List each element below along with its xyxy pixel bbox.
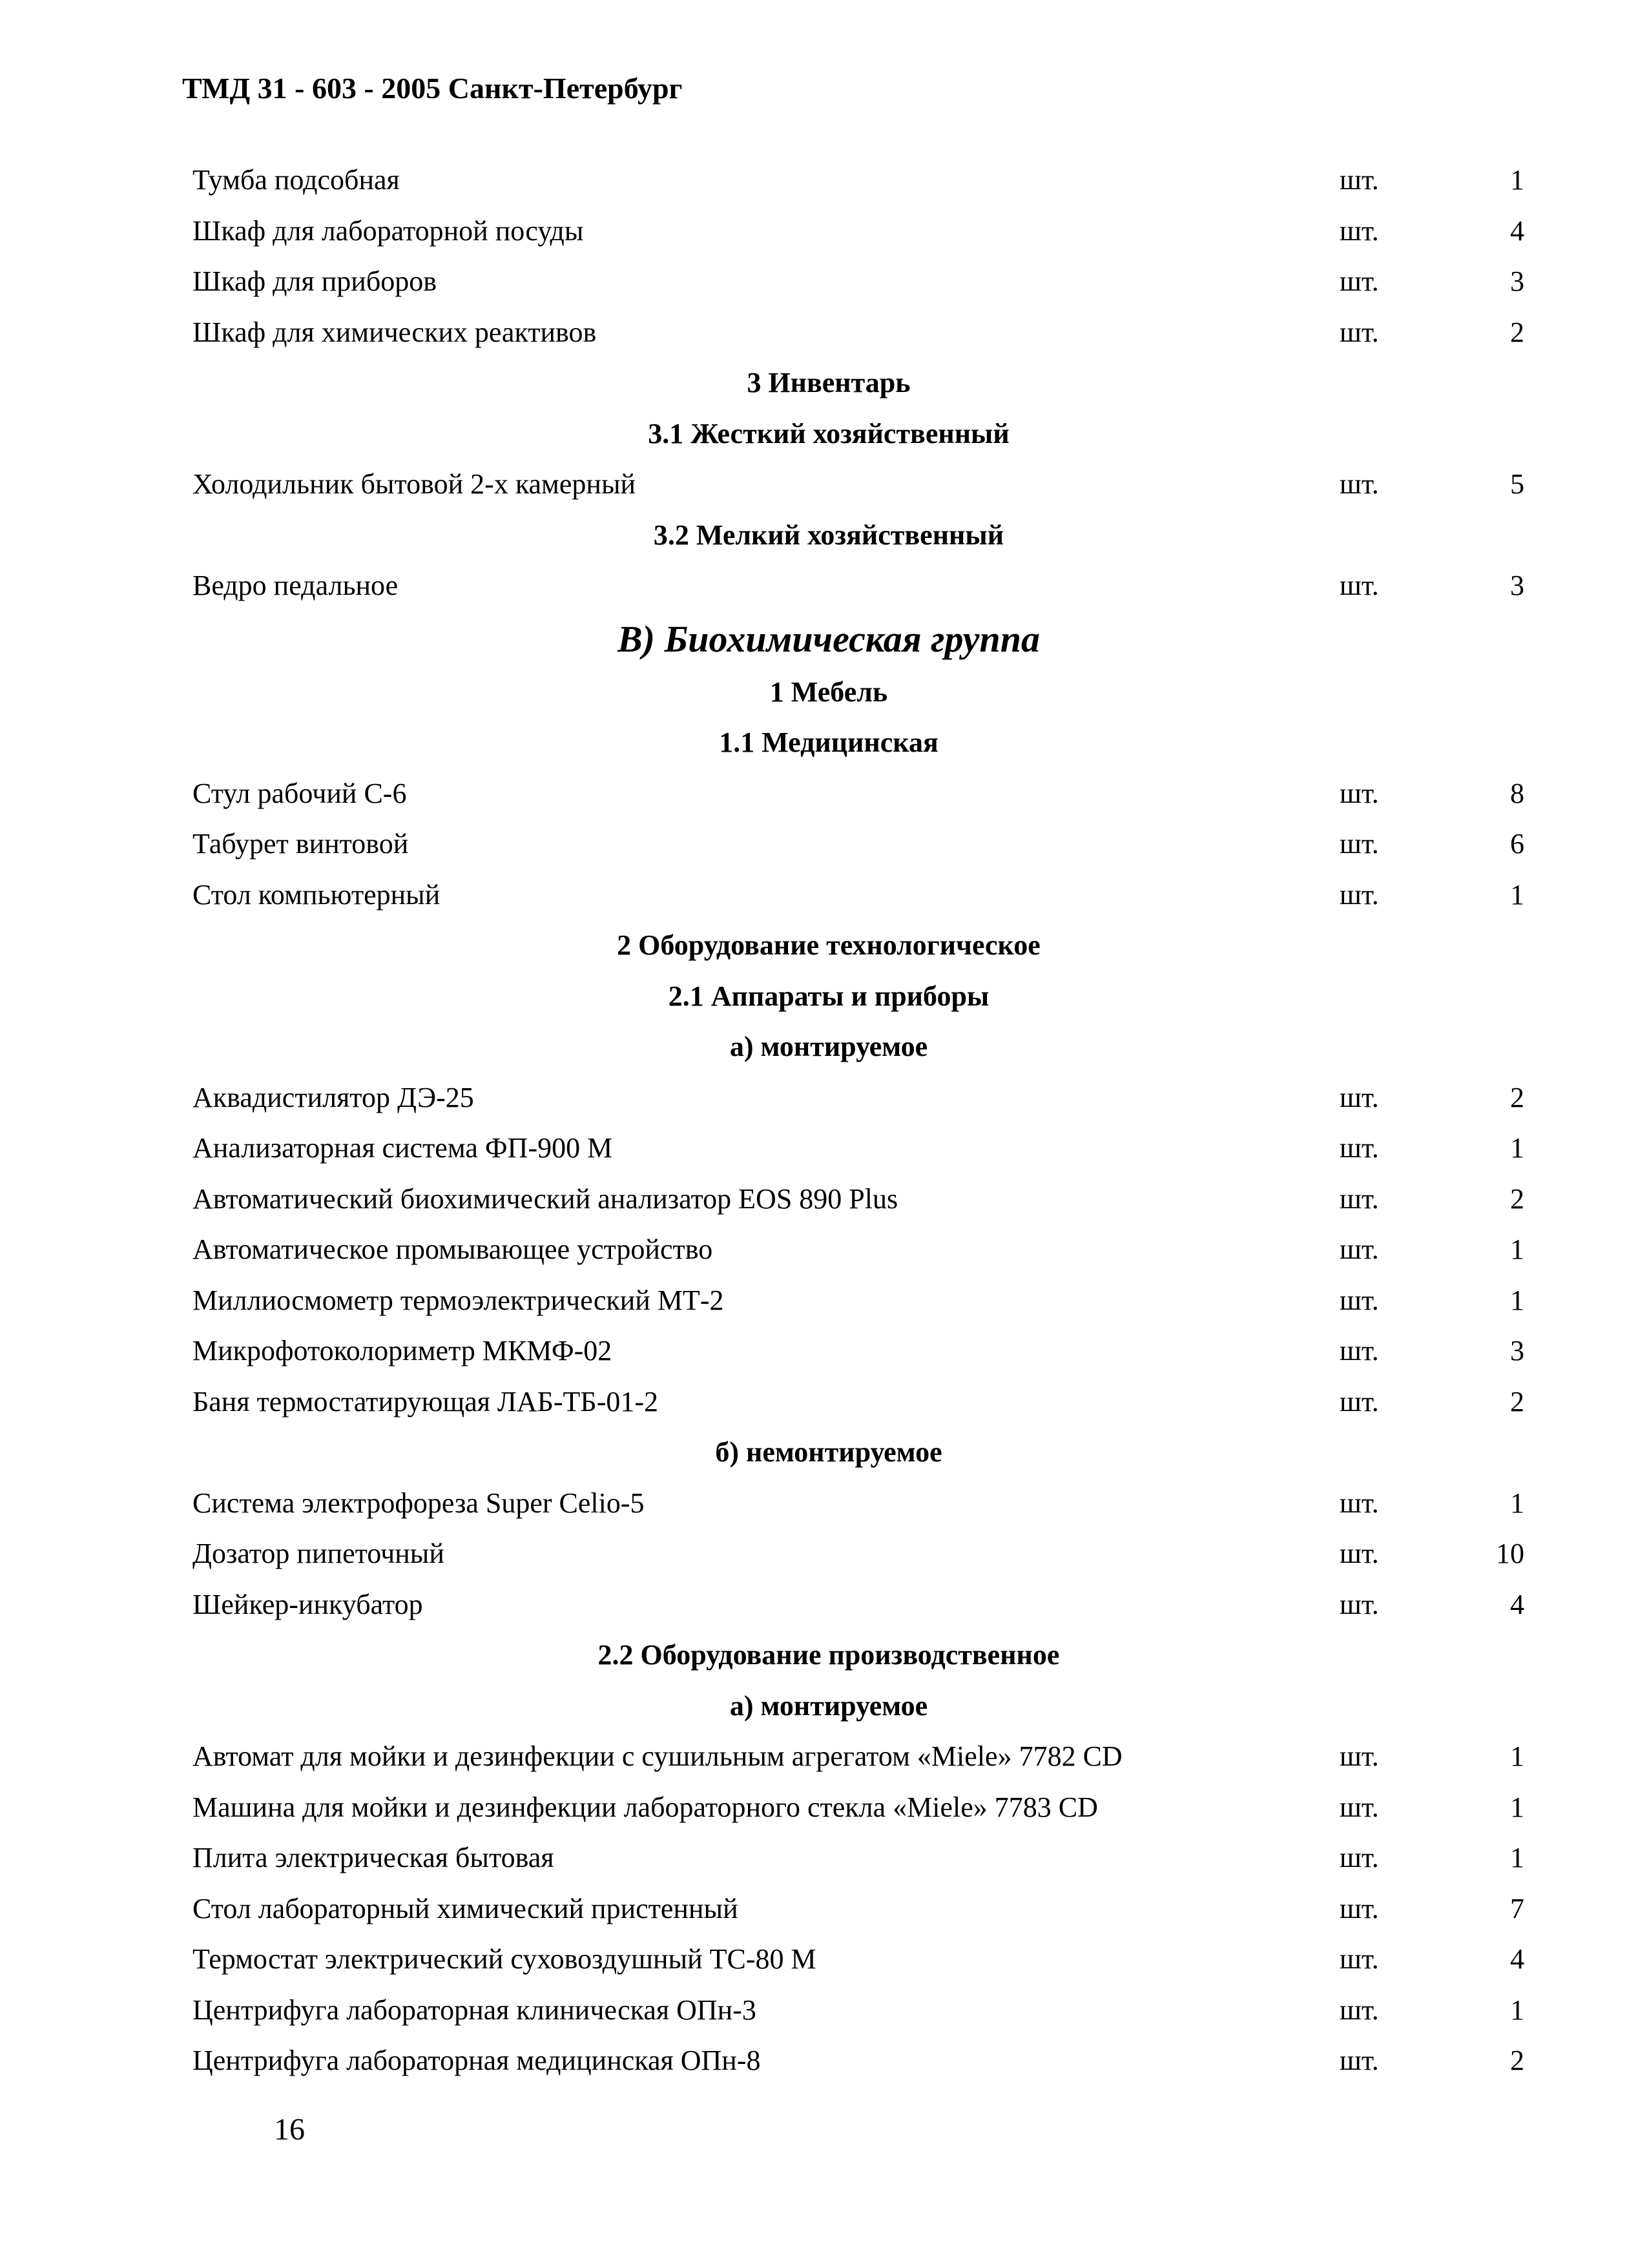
item-unit: шт. — [1340, 1335, 1379, 1366]
item-unit: шт. — [1340, 828, 1379, 860]
item-unit: шт. — [1340, 265, 1379, 297]
item-quantity: 4 — [1510, 1588, 1524, 1620]
list-item — [0, 1934, 1638, 1985]
item-unit: шт. — [1340, 1233, 1379, 1265]
item-unit: шт. — [1340, 777, 1379, 809]
list-item — [0, 561, 1638, 612]
list-item — [0, 1073, 1638, 1124]
section-heading: а) монтируемое — [729, 1031, 928, 1062]
list-item — [0, 1326, 1638, 1377]
list-item — [0, 1529, 1638, 1580]
list-item — [0, 1833, 1638, 1884]
item-name: Аквадистилятор ДЭ-25 — [192, 1081, 474, 1113]
item-name: Стол лабораторный химический пристенный — [192, 1892, 738, 1924]
item-quantity: 1 — [1510, 164, 1524, 196]
item-unit: шт. — [1340, 1182, 1379, 1215]
item-name: Термостат электрический суховоздушный ТС-80 М — [192, 1943, 816, 1975]
item-quantity: 2 — [1510, 316, 1524, 348]
item-name: Табурет винтовой — [192, 828, 409, 860]
item-unit: шт. — [1340, 468, 1379, 500]
list-item — [0, 1782, 1638, 1833]
item-unit: шт. — [1340, 1385, 1379, 1418]
item-quantity: 1 — [1510, 1994, 1524, 2026]
section-heading: 2.2 Оборудование производственное — [597, 1639, 1060, 1671]
item-quantity: 4 — [1510, 1943, 1524, 1975]
group-title: В) Биохимическая группа — [617, 617, 1041, 660]
item-unit: шт. — [1340, 570, 1379, 601]
item-name: Шейкер-инкубатор — [192, 1588, 423, 1620]
section-heading: б) немонтируемое — [715, 1436, 942, 1468]
item-unit: шт. — [1340, 1994, 1379, 2026]
item-quantity: 1 — [1510, 878, 1524, 911]
section-heading: 2 Оборудование технологическое — [617, 929, 1041, 961]
item-name: Микрофотоколориметр МКМФ-02 — [192, 1335, 612, 1366]
item-unit: шт. — [1340, 1740, 1379, 1772]
list-item — [0, 459, 1638, 510]
item-quantity: 1 — [1510, 1487, 1524, 1519]
item-name: Тумба подсобная — [192, 164, 400, 196]
item-quantity: 2 — [1510, 1081, 1524, 1113]
list-item — [0, 870, 1638, 921]
item-quantity: 10 — [1496, 1538, 1524, 1569]
item-name: Автоматический биохимический анализатор EOS 890 Plus — [192, 1182, 898, 1215]
item-name: Система электрофореза Super Celio-5 — [192, 1487, 645, 1519]
item-name: Анализаторная система ФП-900 М — [192, 1132, 613, 1164]
list-item — [0, 307, 1638, 358]
item-name: Стул рабочий С-6 — [192, 777, 407, 809]
item-name: Машина для мойки и дезинфекции лабораторного стекла «Miele» 7783 CD — [192, 1791, 1098, 1823]
item-quantity: 8 — [1510, 777, 1524, 809]
item-name: Шкаф для химических реактивов — [192, 316, 597, 348]
item-quantity: 1 — [1510, 1842, 1524, 1873]
section-heading: 1.1 Медицинская — [719, 727, 938, 758]
item-quantity: 3 — [1510, 570, 1524, 601]
item-unit: шт. — [1340, 164, 1379, 196]
item-quantity: 2 — [1510, 2045, 1524, 2076]
section-heading: 2.1 Аппараты и приборы — [668, 980, 990, 1012]
item-quantity: 2 — [1510, 1182, 1524, 1215]
list-item — [0, 1884, 1638, 1935]
item-unit: шт. — [1340, 1842, 1379, 1873]
item-quantity: 1 — [1510, 1791, 1524, 1823]
document-header: ТМД 31 - 603 - 2005 Санкт-Петербург — [182, 72, 683, 105]
item-unit: шт. — [1340, 1791, 1379, 1823]
section-heading: а) монтируемое — [729, 1689, 928, 1722]
page-number: 16 — [274, 2112, 305, 2147]
item-quantity: 6 — [1510, 828, 1524, 860]
item-unit: шт. — [1340, 1132, 1379, 1164]
item-unit: шт. — [1340, 1588, 1379, 1620]
item-quantity: 3 — [1510, 1335, 1524, 1366]
section-heading: 3 Инвентарь — [747, 367, 911, 398]
equipment-list — [0, 155, 1638, 2087]
item-quantity: 1 — [1510, 1284, 1524, 1316]
item-quantity: 5 — [1510, 468, 1524, 500]
item-name: Холодильник бытовой 2-х камерный — [192, 468, 636, 500]
list-item — [0, 1478, 1638, 1529]
list-item — [0, 768, 1638, 820]
section-heading: 1 Мебель — [769, 675, 888, 708]
item-unit: шт. — [1340, 1284, 1379, 1316]
item-name: Автоматическое промывающее устройство — [192, 1233, 713, 1265]
item-name: Плита электрическая бытовая — [192, 1842, 554, 1873]
item-unit: шт. — [1340, 1943, 1379, 1975]
item-name: Шкаф для лабораторной посуды — [192, 214, 584, 247]
item-unit: шт. — [1340, 1538, 1379, 1569]
item-unit: шт. — [1340, 2045, 1379, 2076]
item-unit: шт. — [1340, 214, 1379, 247]
item-unit: шт. — [1340, 1892, 1379, 1924]
item-name: Миллиосмометр термоэлектрический МТ-2 — [192, 1284, 724, 1316]
section-heading: 3.1 Жесткий хозяйственный — [648, 417, 1010, 449]
list-item — [0, 1731, 1638, 1782]
list-item — [0, 1580, 1638, 1631]
list-item — [0, 1377, 1638, 1428]
list-item — [0, 155, 1638, 206]
list-item — [0, 206, 1638, 257]
list-item — [0, 1174, 1638, 1225]
item-unit: шт. — [1340, 878, 1379, 911]
item-unit: шт. — [1340, 1487, 1379, 1519]
item-quantity: 1 — [1510, 1233, 1524, 1265]
item-quantity: 4 — [1510, 214, 1524, 247]
item-quantity: 1 — [1510, 1132, 1524, 1164]
list-item — [0, 1224, 1638, 1275]
item-unit: шт. — [1340, 316, 1379, 348]
item-name: Центрифуга лабораторная медицинская ОПн-8 — [192, 2045, 761, 2076]
list-item — [0, 1275, 1638, 1326]
item-name: Ведро педальное — [192, 570, 399, 601]
item-quantity: 2 — [1510, 1385, 1524, 1418]
list-item — [0, 1985, 1638, 2036]
item-quantity: 7 — [1510, 1892, 1524, 1924]
item-name: Баня термостатирующая ЛАБ-ТБ-01-2 — [192, 1385, 658, 1418]
item-name: Центрифуга лабораторная клиническая ОПн-3 — [192, 1994, 756, 2026]
section-heading: 3.2 Мелкий хозяйственный — [653, 519, 1004, 551]
list-item — [0, 2036, 1638, 2087]
list-item — [0, 819, 1638, 870]
item-name: Шкаф для приборов — [192, 265, 437, 297]
list-item — [0, 1123, 1638, 1174]
item-quantity: 3 — [1510, 265, 1524, 297]
item-name: Стол компьютерный — [192, 878, 441, 911]
item-name: Дозатор пипеточный — [192, 1538, 444, 1569]
list-item — [0, 256, 1638, 307]
item-unit: шт. — [1340, 1081, 1379, 1113]
item-name: Автомат для мойки и дезинфекции с сушильным агрегатом «Miele» 7782 CD — [192, 1740, 1123, 1772]
item-quantity: 1 — [1510, 1740, 1524, 1772]
